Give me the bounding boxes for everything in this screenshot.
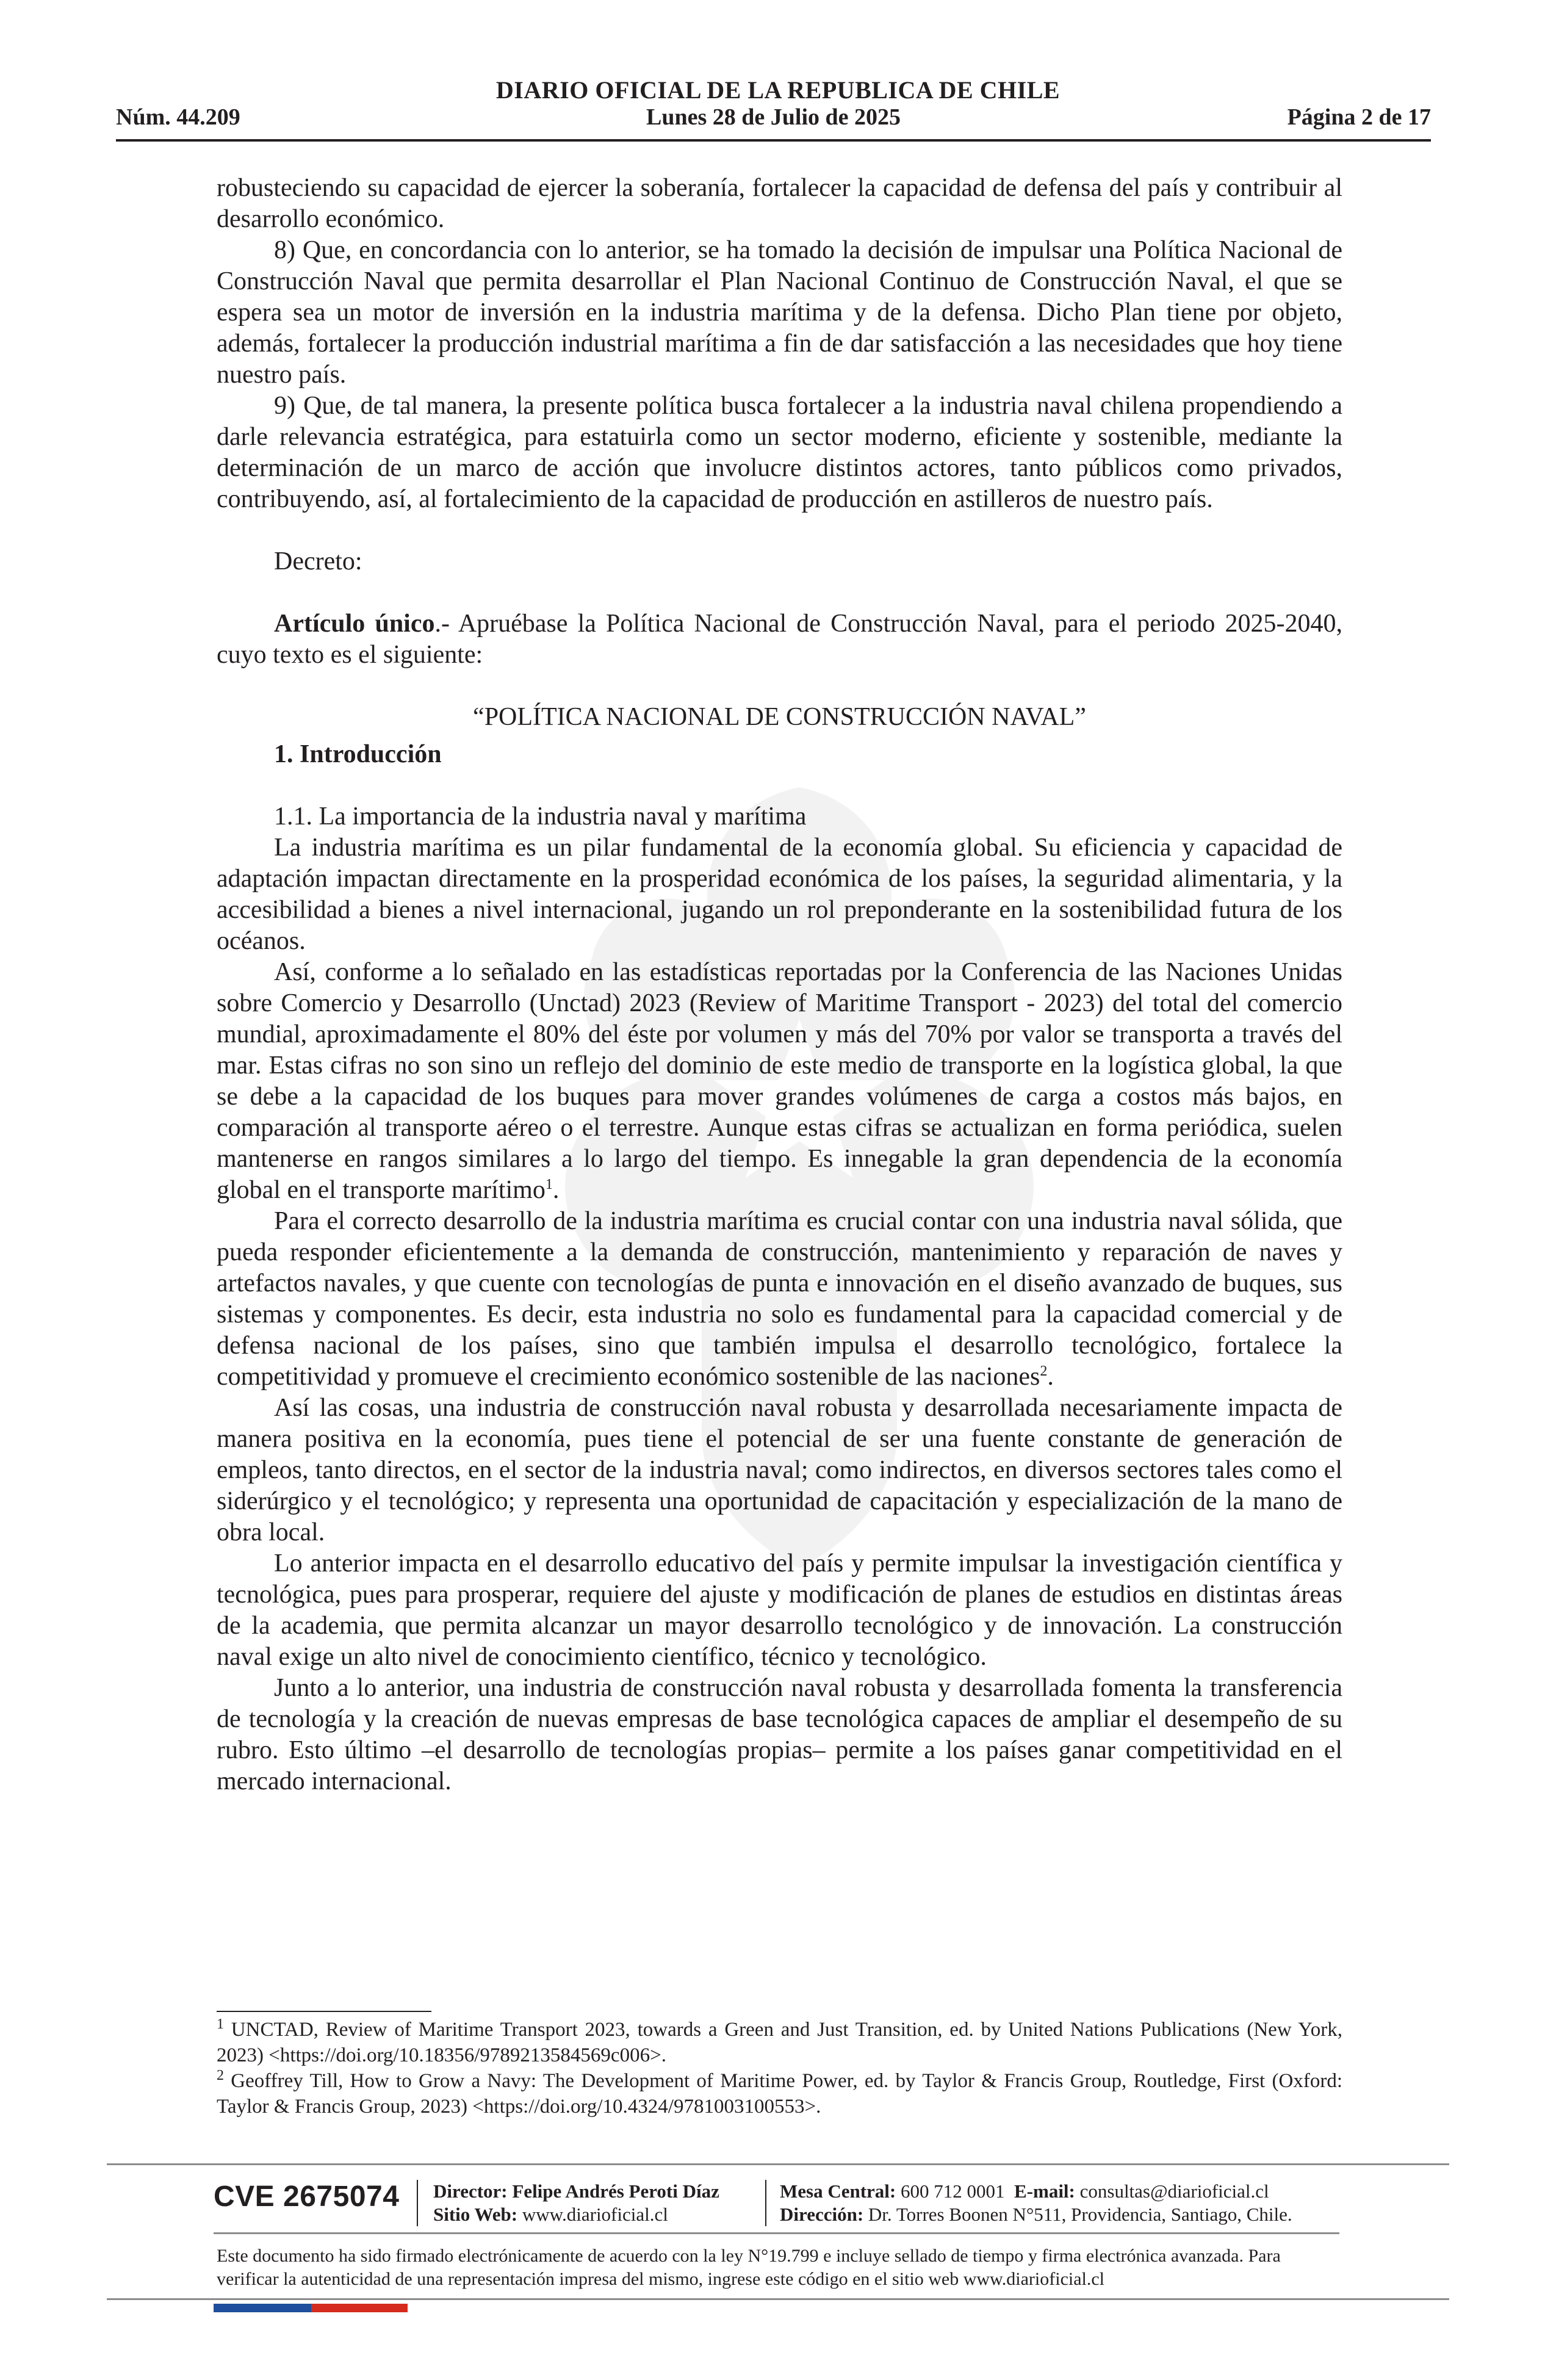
- website-link[interactable]: www.diarioficial.cl: [522, 2204, 668, 2225]
- flag-stripe-blue: [214, 2304, 311, 2312]
- paragraph-continuation: robusteciendo su capacidad de ejercer la soberanía, fortalecer la capacidad de defensa del país y contribuir al desarrollo económico.: [217, 174, 1342, 233]
- paragraph-9: 9) Que, de tal manera, la presente política busca fortalecer a la industria naval chilena propendiendo a darle relevancia estratégica, para estatuirla como un sector moderno, eficiente y sostenible, mediante la determinación de un marco de acción que involucre distintos actores, tanto públicos como privados, contribuyendo, así, al fortalecimiento de la capacidad de producción en astilleros de nuestro país.: [217, 392, 1342, 513]
- page-number: Página 2 de 17: [1287, 104, 1431, 130]
- paragraph-intro-6: Junto a lo anterior, una industria de construcción naval robusta y desarrollada fomenta la transferencia de tecnología y la creación de nuevas empresas de base tecnológica capaces de ampliar el desempeño de su rubro. Esto último –el desarrollo de tecnologías propias– permite a los países ganar competitividad en el mercado internacional.: [217, 1674, 1342, 1795]
- footnote-2: [217, 2068, 1342, 2119]
- newspaper-title: DIARIO OFICIAL DE LA REPUBLICA DE CHILE: [495, 76, 1061, 104]
- policy-title: “POLÍTICA NACIONAL DE CONSTRUCCIÓN NAVAL”: [473, 703, 1086, 731]
- footnote-2-text: Geoffrey Till, How to Grow a Navy: The Development of Maritime Power, ed. by Taylor & Francis Group, Routledge, First (Oxford: Taylor & Francis Group, 2023) <https://doi.org/10.4324/9781003100553>.: [217, 2070, 1342, 2118]
- footer-divider-bottom: [107, 2298, 1449, 2300]
- paragraph-intro-1: La industria marítima es un pilar fundamental de la economía global. Su eficiencia y capacidad de adaptación impactan directamente en la prosperidad económica de los países, la seguridad alimentaria, y la accesibilidad a bienes a nivel internacional, jugando un rol preponderante en la sostenibilidad futura de los océanos.: [217, 834, 1342, 955]
- issue-number: Núm. 44.209: [116, 104, 240, 130]
- footnotes: [217, 2017, 1342, 2119]
- cve-code: CVE 2675074: [214, 2180, 400, 2213]
- articulo-unico: [217, 608, 1342, 671]
- flag-stripe-red: [311, 2304, 408, 2312]
- footnote-1: [217, 2017, 1342, 2068]
- footnote-divider: [217, 2011, 431, 2012]
- website-label: Sitio Web:: [433, 2204, 518, 2225]
- subsection-heading: 1.1. La importancia de la industria naval y marítima: [274, 802, 807, 831]
- footnote-mark-1: 1: [217, 2016, 224, 2032]
- paragraph-intro-2: [217, 957, 1342, 1206]
- footer-separator: [417, 2180, 418, 2226]
- footer-divider-top: [107, 2163, 1449, 2165]
- address-label: Dirección:: [780, 2204, 864, 2225]
- mesa-label: Mesa Central:: [780, 2180, 896, 2202]
- header-row: [116, 104, 1431, 135]
- paragraph-intro-4: Así las cosas, una industria de construcción naval robusta y desarrollada necesariamente impacta de manera positiva en la economía, pues tiene el potencial de ser una fuente constante de generación de empleos, tanto directos, en el sector de la industria naval; como indirectos, en diversos sectores tales como el siderúrgico y el tecnológico; y representa una oportunidad de capacitación y especialización de la mano de obra local.: [217, 1394, 1342, 1546]
- paragraph-intro-3-end: .: [1047, 1363, 1054, 1391]
- paragraph-intro-5: Lo anterior impacta en el desarrollo educativo del país y permite impulsar la investigación científica y tecnológica, pues para prosperar, requiere del ajuste y modificación de planes de estudios en distintas áreas de la academia, que permita alcanzar un mayor desarrollo tecnológico y de innovación. La construcción naval exige un alto nivel de conocimiento científico, técnico y tecnológico.: [217, 1549, 1342, 1671]
- footnote-1-text: UNCTAD, Review of Maritime Transport 2023, towards a Green and Just Transition, ed. by United Nations Publications (New York, 2023) <https://doi.org/10.18356/9789213584569c006>.: [217, 2019, 1342, 2066]
- footer-contact-block: [780, 2180, 1292, 2226]
- paragraph-intro-2-end: .: [552, 1176, 560, 1204]
- footnote-ref-2: 2: [1040, 1363, 1048, 1379]
- document-body: [217, 173, 1342, 1797]
- decreto-label: Decreto:: [274, 547, 362, 575]
- electronic-signature-note: Este documento ha sido firmado electrónicamente de acuerdo con la ley N°19.799 e incluye sellado de tiempo y firma electrónica avanzada. Para verificar la autenticidad de una representación impresa del mismo, ingrese este código en el sitio web www.diarioficial.cl: [217, 2246, 1281, 2289]
- email-label: E-mail:: [1014, 2180, 1075, 2202]
- articulo-label: Artículo único: [274, 610, 435, 638]
- footer-divider-mid: [214, 2232, 1339, 2234]
- paragraph-intro-3-text: Para el correcto desarrollo de la industria marítima es crucial contar con una industria naval sólida, que pueda responder eficientemente a la demanda de construcción, mantenimiento y reparación de naves y artefactos navales, y que cuente con tecnologías de punta e innovación en el diseño avanzado de buques, sus sistemas y componentes. Es decir, esta industria no solo es fundamental para la capacidad comercial y de defensa nacional de los países, sino que también impulsa el desarrollo tecnológico, fortalece la competitividad y promueve el crecimiento económico sostenible de las naciones: [217, 1207, 1342, 1391]
- section-heading: 1. Introducción: [274, 740, 442, 768]
- header-divider: [116, 139, 1431, 142]
- footnote-mark-2: 2: [217, 2068, 224, 2083]
- director-label: Director:: [433, 2180, 508, 2202]
- mesa-phone: 600 712 0001: [901, 2180, 1005, 2202]
- footnote-ref-1: 1: [545, 1177, 553, 1192]
- address-value: Dr. Torres Boonen N°511, Providencia, Santiago, Chile.: [868, 2204, 1292, 2225]
- footer-separator: [765, 2180, 766, 2226]
- email-link[interactable]: consultas@diarioficial.cl: [1079, 2180, 1269, 2202]
- issue-date: Lunes 28 de Julio de 2025: [646, 104, 901, 130]
- articulo-text: .- Apruébase la Política Nacional de Construcción Naval, para el periodo 2025-2040, cuyo texto es el siguiente:: [217, 610, 1343, 669]
- paragraph-intro-2-text: Así, conforme a lo señalado en las estadísticas reportadas por la Conferencia de las Naciones Unidas sobre Comercio y Desarrollo (Unctad) 2023 (Review of Maritime Transport - 2023) del total del comercio mundial, aproximadamente el 80% del éste por volumen y más del 70% por valor se transporta a través del mar. Estas cifras no son sino un reflejo del dominio de este medio de transporte en la logística global, la que se debe a la capacidad de los buques para mover grandes volúmenes de carga a costos más bajos, en comparación al transporte aéreo o el terrestre. Aunque estas cifras se actualizan en forma periódica, suelen mantenerse en rangos similares a lo largo del tiempo. Es innegable la gran dependencia de la economía global en el transporte marítimo: [217, 958, 1342, 1204]
- director-name: Felipe Andrés Peroti Díaz: [512, 2180, 719, 2202]
- paragraph-intro-3: [217, 1206, 1342, 1393]
- paragraph-8: 8) Que, en concordancia con lo anterior, se ha tomado la decisión de impulsar una Política Nacional de Construcción Naval que permita desarrollar el Plan Nacional Continuo de Construcción Naval, el que se espera sea un motor de inversión en la industria marítima y de la defensa. Dicho Plan tiene por objeto, además, fortalecer la producción industrial marítima a fin de dar satisfacción a las necesidades que hoy tiene nuestro país.: [217, 236, 1342, 389]
- footer-director-block: [433, 2180, 719, 2226]
